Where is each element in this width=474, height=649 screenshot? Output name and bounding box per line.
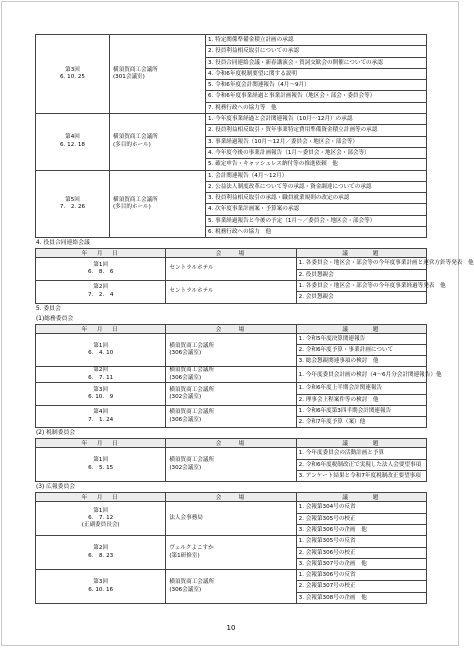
header-date: 年 月 日 — [36, 493, 166, 502]
agenda-item: 3. 役員利益相反取引の承認・職員就業規則の改定の承認 — [206, 192, 426, 203]
venue-cell — [166, 383, 296, 406]
agenda-item: 1. 今年度事業経過と会計関連報告（10月～12月）の承認 — [208, 116, 353, 123]
venue-line: (306会議室) — [169, 349, 202, 356]
table-header-row — [36, 439, 427, 448]
table-row — [36, 35, 427, 114]
date-cell — [36, 35, 110, 114]
table-row — [36, 280, 427, 303]
table-row — [36, 448, 427, 482]
meeting-table — [35, 34, 427, 238]
venue-cell — [166, 536, 296, 570]
venue-line: (301会議室) — [113, 74, 145, 81]
venue-cell — [166, 405, 296, 428]
table-row — [36, 367, 427, 383]
venue-cell — [110, 35, 206, 114]
date-cell — [36, 570, 166, 604]
venue-line: セントラルホテル — [169, 288, 214, 295]
agenda-item: 2. 役員利益相反取引・賀年事業特定費用準備資金積立計画等の承認 — [206, 124, 426, 135]
agenda-item: 2. 令和6年度予算・事業計画について — [297, 344, 426, 355]
venue-cell — [166, 258, 296, 281]
subsection-title: (1)総務委員会 — [36, 315, 74, 322]
venue-cell — [110, 170, 206, 238]
meeting-table — [35, 248, 474, 303]
meeting-round: 第3回 — [93, 579, 109, 586]
agenda-item: 2. 会報第305号の校正 — [297, 513, 426, 524]
header-venue: 会 場 — [166, 493, 296, 502]
agenda-cell — [296, 536, 426, 570]
agenda-cell — [206, 114, 427, 170]
agenda-item: 1. 今年度委員会計画の検討（4～6月分会計関連報告）他 — [298, 371, 442, 378]
agenda-item: 1. 令和5年度決算関連報告 — [298, 335, 366, 342]
header-date: 年 月 日 — [36, 249, 166, 258]
date-cell — [36, 367, 166, 383]
meeting-date: 6. 10. 25 — [60, 74, 85, 81]
agenda-item: 3. 会報第306号の企画 他 — [297, 524, 426, 535]
meeting-date: 7. 2. 26 — [59, 203, 86, 210]
agenda-item: 2. 令和6年度税制改正で実現した法人会要望事項 — [297, 459, 426, 470]
venue-line: (第1研修室) — [169, 552, 200, 559]
section-title: 4. 役員合同連絡会議 — [36, 240, 90, 247]
venue-line: 横須賀商工会議所 — [113, 134, 158, 141]
header-venue: 会 場 — [166, 249, 296, 258]
meeting-round: 第1回 — [93, 457, 109, 464]
agenda-item: 1. 会計関連報告（4月～12月） — [208, 172, 288, 179]
venue-cell — [166, 367, 296, 383]
meeting-round: 第1回 — [93, 261, 109, 268]
date-cell — [36, 405, 166, 428]
subsection-title: (3) 広報委員会 — [36, 484, 76, 491]
agenda-item: 1. 令和6年度上半期会計関連報告 — [298, 385, 383, 392]
meeting-round: 第2回 — [93, 367, 109, 374]
agenda-cell — [296, 383, 426, 406]
agenda-item: 2. 会報第306号の校正 — [297, 547, 426, 558]
meeting-round: 第2回 — [93, 284, 109, 291]
venue-line: (306会議室) — [169, 416, 202, 423]
date-cell — [36, 114, 110, 170]
meeting-round: 第1回 — [93, 342, 109, 349]
venue-cell — [110, 114, 206, 170]
agenda-cell — [206, 35, 427, 114]
venue-line: 横須賀商工会議所 — [169, 367, 215, 374]
venue-cell — [166, 570, 296, 604]
meeting-date: 6. 7. 11 — [88, 374, 114, 381]
table-header-row — [36, 249, 427, 258]
venue-line: ヴェルクよこすか — [169, 545, 214, 552]
date-cell — [36, 536, 166, 570]
venue-cell — [166, 280, 296, 303]
venue-line: 横須賀商工会議所 — [169, 342, 215, 349]
table-row — [36, 333, 427, 367]
table-header-row — [36, 324, 427, 333]
header-venue: 会 場 — [166, 439, 296, 448]
venue-line: 法人会事務局 — [169, 515, 203, 522]
agenda-cell — [296, 502, 426, 536]
table-row — [36, 170, 427, 238]
agenda-item: 1. 特定関係準備金積立計画の承認 — [208, 37, 294, 43]
date-cell — [36, 502, 166, 536]
agenda-item: 2. 役員利益相反取引についての承認 — [206, 45, 426, 56]
agenda-item: 5. 確定申告・キャッシュレス納付等の推進依頼 他 — [206, 158, 426, 169]
venue-line: (306会議室) — [169, 586, 202, 593]
agenda-item: 3. 事業経過報告（10月～12月／委員会・地区会・部会等） — [206, 136, 426, 147]
meeting-round: 第3回 — [93, 386, 109, 393]
agenda-cell — [296, 333, 426, 367]
venue-cell — [166, 502, 296, 536]
page-number: 10 — [226, 624, 236, 632]
venue-line: (306会議室) — [169, 374, 202, 381]
venue-line: (302会議室) — [169, 394, 202, 401]
meeting-note: (正副委員長会) — [81, 522, 120, 529]
agenda-item: 3. 役員合同連絡会議・新春講演会・賀詞交歓会の開催についての承認 — [206, 57, 426, 68]
header-date: 年 月 日 — [36, 324, 166, 333]
table-row — [36, 114, 427, 170]
agenda-cell — [296, 405, 426, 428]
venue-line: 横須賀商工会議所 — [169, 457, 215, 464]
venue-line: 横須賀商工会議所 — [169, 579, 215, 586]
agenda-cell — [296, 448, 426, 482]
meeting-date: 6. 8. 23 — [88, 552, 114, 559]
meeting-round: 第3回 — [65, 66, 80, 73]
agenda-item: 3. アンケート結果と令和7年度税制改正要望事項 — [297, 470, 426, 481]
meeting-round: 第4回 — [65, 134, 80, 141]
agenda-item: 6. 税務行政への協力 他 — [206, 226, 426, 237]
agenda-item: 6. 令和6年度事業経過と事業計画報告（地区会・部会・委員会等） — [206, 90, 426, 101]
agenda-item: 1. 会報第304号の反省 — [298, 504, 356, 511]
meeting-table — [35, 492, 427, 604]
agenda-item: 1. 会報第305号の反省 — [298, 538, 356, 545]
agenda-cell — [296, 367, 442, 383]
date-cell — [36, 170, 110, 238]
venue-cell — [166, 333, 296, 367]
agenda-item: 1. 今年度委員会の活動計画と予算 — [298, 450, 385, 457]
meeting-date: 6. 10. 16 — [88, 586, 114, 593]
agenda-item: 7. 税務行政への協力等 他 — [206, 102, 426, 113]
header-date: 年 月 日 — [36, 439, 166, 448]
agenda-item: 1. 各委員会・地区会・部会等の今年度事業経過等発表 他 — [298, 282, 446, 289]
header-agenda: 議 題 — [296, 249, 426, 258]
venue-line: 横須賀商工会議所 — [169, 386, 215, 393]
table-row — [36, 258, 427, 281]
agenda-cell — [296, 258, 474, 281]
venue-line: 横須賀商工会議所 — [169, 409, 215, 416]
date-cell — [36, 333, 166, 367]
agenda-item: 2. 会員懇親会 — [297, 291, 426, 302]
meeting-date: 6. 4. 10 — [88, 349, 114, 356]
meeting-table — [35, 438, 427, 482]
meeting-date: 6. 10. 9 — [88, 394, 114, 401]
agenda-cell — [296, 280, 446, 303]
venue-line: 横須賀商工会議所 — [113, 66, 158, 73]
agenda-item: 4. 今年度今後の事業計画報告（1月～委員会・地区会・部会等） — [206, 147, 426, 158]
meeting-date: 6. 8. 6 — [87, 269, 114, 276]
venue-line: 横須賀商工会議所 — [113, 196, 158, 203]
meeting-date: 6. 12. 18 — [60, 141, 85, 148]
section-title: 5. 委員会 — [36, 305, 61, 312]
agenda-item: 5. 令和6年度会計関連報告（4月～9月） — [206, 79, 426, 90]
agenda-item: 2. 理事会上程案件等の検討 他 — [297, 394, 426, 405]
table-row — [36, 502, 427, 536]
agenda-item: 3. 会報第307号の企画 他 — [297, 558, 426, 569]
table-row — [36, 570, 427, 604]
date-cell — [36, 383, 166, 406]
meeting-date: 6. 7. 12 — [88, 515, 114, 522]
venue-line: (多目的ホール) — [113, 203, 151, 210]
agenda-item: 2. 役員懇親会 — [297, 269, 426, 280]
venue-line: (302会議室) — [169, 464, 202, 471]
agenda-item: 3. 会報第308号の企画 他 — [297, 592, 426, 603]
date-cell — [36, 448, 166, 482]
venue-cell — [166, 448, 296, 482]
table-row — [36, 405, 427, 428]
venue-line: (多目的ホール) — [113, 141, 151, 148]
agenda-item: 1. 会報第306号の反省 — [298, 572, 356, 579]
agenda-cell — [296, 570, 426, 604]
agenda-item: 4. 令和6年度税制要望に関する説明 — [206, 68, 426, 79]
venue-line: セントラルホテル — [169, 265, 214, 272]
document-body — [35, 34, 474, 604]
agenda-item: 4. 次年度事業計画案・予算案の承認 — [206, 203, 426, 214]
table-row — [36, 383, 427, 406]
header-agenda: 議 題 — [296, 493, 426, 502]
meeting-round: 第1回 — [93, 507, 109, 514]
agenda-cell — [206, 170, 427, 238]
meeting-table — [35, 324, 442, 429]
meeting-date: 6. 5. 15 — [88, 464, 114, 471]
agenda-item: 2. 公益法人制度改革について等の承認・資金調達についての承認 — [206, 181, 426, 192]
meeting-date: 7. 1. 24 — [88, 416, 114, 423]
agenda-item: 2. 令和7年度予算（案）他 — [297, 416, 426, 427]
date-cell — [36, 280, 166, 303]
table-row — [36, 536, 427, 570]
subsection-title: (2) 税制委員会 — [36, 430, 76, 437]
agenda-item: 1. 令和6年度第3四半期会計関連報告 — [298, 407, 392, 414]
meeting-round: 第4回 — [93, 409, 109, 416]
meeting-round: 第2回 — [93, 545, 109, 552]
table-header-row — [36, 493, 427, 502]
agenda-item: 5. 事業経過報告と今後の予定（1月～／委員会・地区会・部会等） — [206, 215, 426, 226]
header-agenda: 議 題 — [296, 439, 426, 448]
agenda-item: 3. 総会懇親関連事項の検討 他 — [297, 355, 426, 366]
agenda-item: 1. 各委員会・地区会・部会等の今年度事業計画と運営方針等発表 他 — [298, 260, 474, 267]
date-cell — [36, 258, 166, 281]
agenda-item: 2. 会報第307号の校正 — [297, 580, 426, 591]
meeting-date: 7. 2. 4 — [87, 291, 114, 298]
header-venue: 会 場 — [166, 324, 296, 333]
meeting-round: 第5回 — [65, 196, 80, 203]
header-agenda: 議 題 — [296, 324, 426, 333]
